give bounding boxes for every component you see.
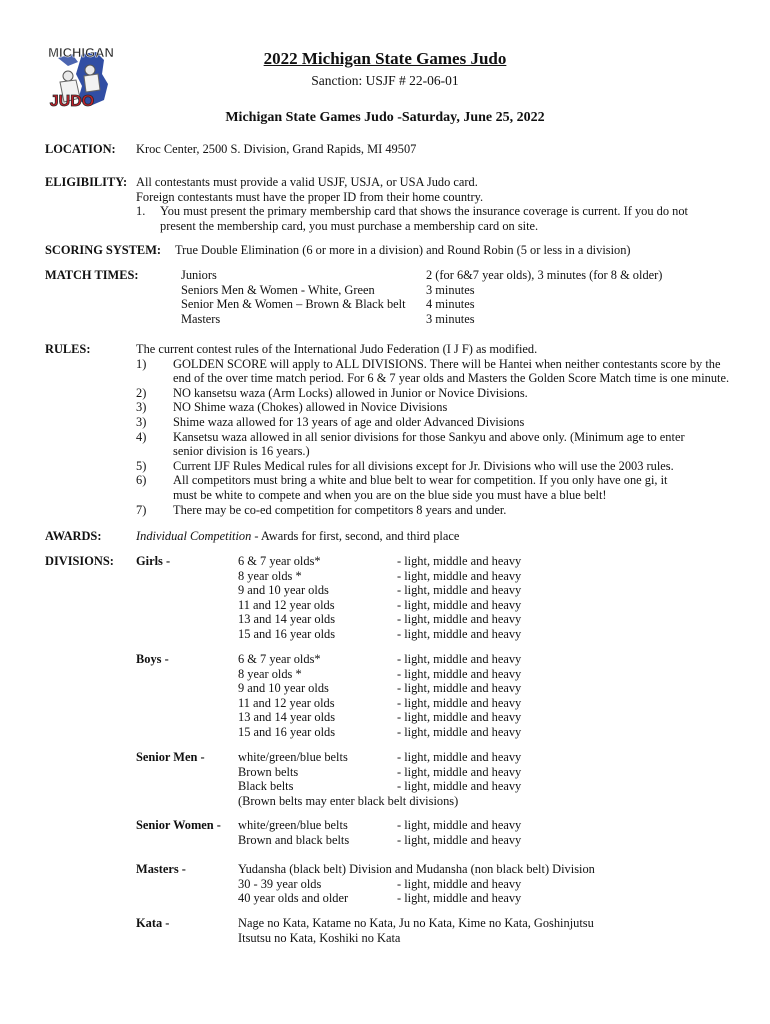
weight-classes: - light, middle and heavy: [397, 626, 522, 641]
age-group: 15 and 16 year olds: [238, 626, 336, 641]
eligibility-label: ELIGIBILITY:: [45, 175, 128, 189]
match-time: 3 minutes: [426, 311, 475, 326]
weight-classes: - light, middle and heavy: [397, 750, 522, 764]
awards-rest: - Awards for first, second, and third place: [251, 529, 460, 543]
weight-classes: - light, middle and heavy: [397, 612, 522, 627]
sanction-number: Sanction: USJF # 22-06-01: [311, 73, 459, 88]
kata-line: Nage no Kata, Katame no Kata, Ju no Kata, Kime no Kata, Goshinjutsu: [238, 916, 594, 930]
weight-classes: - light, middle and heavy: [397, 710, 522, 725]
age-group: 6 & 7 year olds*: [238, 652, 321, 666]
weight-classes: - light, middle and heavy: [397, 724, 522, 739]
scoring-text: True Double Elimination (6 or more in a division) and Round Robin (5 or less in a division): [175, 243, 631, 257]
awards-text: [136, 529, 459, 544]
belt-group: white/green/blue belts: [238, 818, 348, 832]
division-kata-label: Kata -: [136, 916, 170, 930]
rule-text: Kansetsu waza allowed in all senior divisions for those Sankyu and above only. (Minimum age to enter: [173, 429, 685, 444]
masters-weights: [397, 877, 521, 906]
logo-text-bottom: JUDO: [49, 93, 95, 110]
rule-number: 5): [136, 458, 147, 473]
senior-women-weights: [397, 818, 521, 847]
match-times-groups: [181, 268, 406, 326]
match-group: Senior Men & Women – Brown & Black belt: [181, 297, 406, 312]
boys-weights: [397, 652, 521, 740]
age-group: 8 year olds *: [238, 568, 302, 583]
match-time: 3 minutes: [426, 282, 475, 297]
page-title: 2022 Michigan State Games Judo: [263, 49, 507, 68]
item-number: 1.: [136, 204, 146, 219]
eligibility-line: All contestants must provide a valid USJF, USJA, or USA Judo card.: [136, 175, 478, 189]
rule-number: 3): [136, 400, 147, 415]
age-group: 30 - 39 year olds: [238, 876, 322, 891]
weight-classes: - light, middle and heavy: [397, 554, 522, 568]
rule-text: GOLDEN SCORE will apply to ALL DIVISIONS. There will be Hantei when neither contestants score by the: [173, 356, 721, 371]
rule-line: [136, 430, 729, 445]
rule-line: [136, 415, 729, 430]
match-times-values: [426, 268, 662, 326]
rule-line: [136, 444, 729, 459]
age-group: 9 and 10 year olds: [238, 583, 329, 598]
rules-intro: The current contest rules of the International Judo Federation (I J F) as modified.: [136, 342, 538, 356]
kata-list: [238, 916, 594, 945]
age-group: 15 and 16 year olds: [238, 724, 336, 739]
division-girls-label: Girls -: [136, 554, 171, 568]
age-group: 9 and 10 year olds: [238, 681, 329, 696]
senior-men-weights: [397, 750, 521, 794]
rule-line: [136, 488, 729, 503]
senior-women-ages: [238, 818, 349, 847]
weight-classes: - light, middle and heavy: [397, 764, 522, 779]
weight-classes: - light, middle and heavy: [397, 818, 522, 832]
weight-classes: - light, middle and heavy: [397, 891, 522, 906]
weight-classes: - light, middle and heavy: [397, 681, 522, 696]
match-group: Masters: [181, 311, 221, 326]
rule-text: NO Shime waza (Chokes) allowed in Novice Divisions: [173, 400, 448, 415]
weight-classes: - light, middle and heavy: [397, 568, 522, 583]
scoring-label: SCORING SYSTEM:: [45, 243, 162, 257]
rule-text: Current IJF Rules Medical rules for all divisions except for Jr. Divisions who will use the 2003 rules.: [173, 458, 674, 473]
rule-text: end of the over time match period. For 6 & 7 year olds and Masters the Golden Score Match time is one minute.: [173, 371, 730, 386]
rule-line: [136, 473, 729, 488]
belt-group: Brown and black belts: [238, 832, 350, 847]
kata-line: Itsutsu no Kata, Koshiki no Kata: [238, 930, 401, 945]
age-group: 13 and 14 year olds: [238, 612, 336, 627]
division-masters-label: Masters -: [136, 862, 186, 876]
match-group: Juniors: [181, 268, 217, 282]
weight-classes: - light, middle and heavy: [397, 652, 522, 666]
event-subtitle: Michigan State Games Judo -Saturday, June 25, 2022: [225, 110, 545, 125]
belt-group: Brown belts: [238, 764, 299, 779]
rules-label: RULES:: [45, 342, 91, 356]
weight-classes: - light, middle and heavy: [397, 695, 522, 710]
age-group: 6 & 7 year olds*: [238, 554, 321, 568]
age-group: 11 and 12 year olds: [238, 695, 335, 710]
age-group: 13 and 14 year olds: [238, 710, 336, 725]
awards-italic: Individual Competition: [136, 529, 252, 543]
girls-ages: [238, 554, 335, 642]
match-group: Seniors Men & Women - White, Green: [181, 282, 375, 297]
awards-label: AWARDS:: [45, 529, 102, 543]
masters-ages: [238, 877, 348, 906]
boys-ages: [238, 652, 335, 740]
divisions-label: DIVISIONS:: [45, 554, 114, 568]
age-group: 40 year olds and older: [238, 891, 349, 906]
rule-line: [136, 371, 729, 386]
rule-text: NO kansetsu waza (Arm Locks) allowed in Junior or Novice Divisions.: [173, 385, 528, 400]
item-text: You must present the primary membership card that shows the insurance coverage is current. If you do not: [160, 204, 688, 219]
rule-text: There may be co-ed competition for competitors 8 years and under.: [173, 502, 507, 517]
match-time: 2 (for 6&7 year olds), 3 minutes (for 8 & older): [426, 268, 663, 282]
girls-weights: [397, 554, 521, 642]
location-label: LOCATION:: [45, 142, 116, 156]
rule-line: [136, 503, 729, 518]
weight-classes: - light, middle and heavy: [397, 597, 522, 612]
match-time: 4 minutes: [426, 297, 475, 312]
eligibility-block: [136, 175, 688, 233]
rule-number: 2): [136, 385, 147, 400]
weight-classes: - light, middle and heavy: [397, 779, 522, 794]
age-group: 8 year olds *: [238, 666, 302, 681]
age-group: 11 and 12 year olds: [238, 597, 335, 612]
eligibility-item: [136, 204, 688, 219]
item-text-cont: present the membership card, you must purchase a membership card on site.: [160, 218, 539, 233]
rule-text: Shime waza allowed for 13 years of age and older Advanced Divisions: [173, 414, 525, 429]
rule-line: [136, 386, 729, 401]
weight-classes: - light, middle and heavy: [397, 583, 522, 598]
rule-text: senior division is 16 years.): [173, 444, 310, 459]
rule-number: 6): [136, 473, 147, 488]
rule-line: [136, 459, 729, 474]
rule-line: [136, 357, 729, 372]
senior-men-note: (Brown belts may enter black belt divisions): [238, 793, 459, 808]
match-times-label: MATCH TIMES:: [45, 268, 139, 282]
belt-group: white/green/blue belts: [238, 750, 348, 764]
rule-number: 1): [136, 356, 147, 371]
division-boys-label: Boys -: [136, 652, 169, 666]
rule-number: 7): [136, 502, 147, 517]
rules-block: [136, 342, 729, 517]
weight-classes: - light, middle and heavy: [397, 832, 522, 847]
rule-text: must be white to compete and when you are on the blue side you must have a blue belt!: [173, 487, 607, 502]
rule-line: [136, 400, 729, 415]
weight-classes: - light, middle and heavy: [397, 876, 522, 891]
logo-text-top: MICHIGAN: [48, 45, 114, 60]
masters-intro: Yudansha (black belt) Division and Mudansha (non black belt) Division: [238, 862, 595, 876]
rule-text: All competitors must bring a white and blue belt to wear for competition. If you only have one gi, it: [173, 473, 668, 488]
belt-group: Black belts: [238, 779, 294, 794]
weight-classes: - light, middle and heavy: [397, 666, 522, 681]
rule-number: 4): [136, 429, 147, 444]
division-senior-men-label: Senior Men -: [136, 750, 205, 764]
location-text: Kroc Center, 2500 S. Division, Grand Rapids, MI 49507: [136, 142, 417, 156]
division-senior-women-label: Senior Women -: [136, 818, 221, 832]
eligibility-line: Foreign contestants must have the proper ID from their home country.: [136, 189, 484, 204]
rule-number: 3): [136, 414, 147, 429]
